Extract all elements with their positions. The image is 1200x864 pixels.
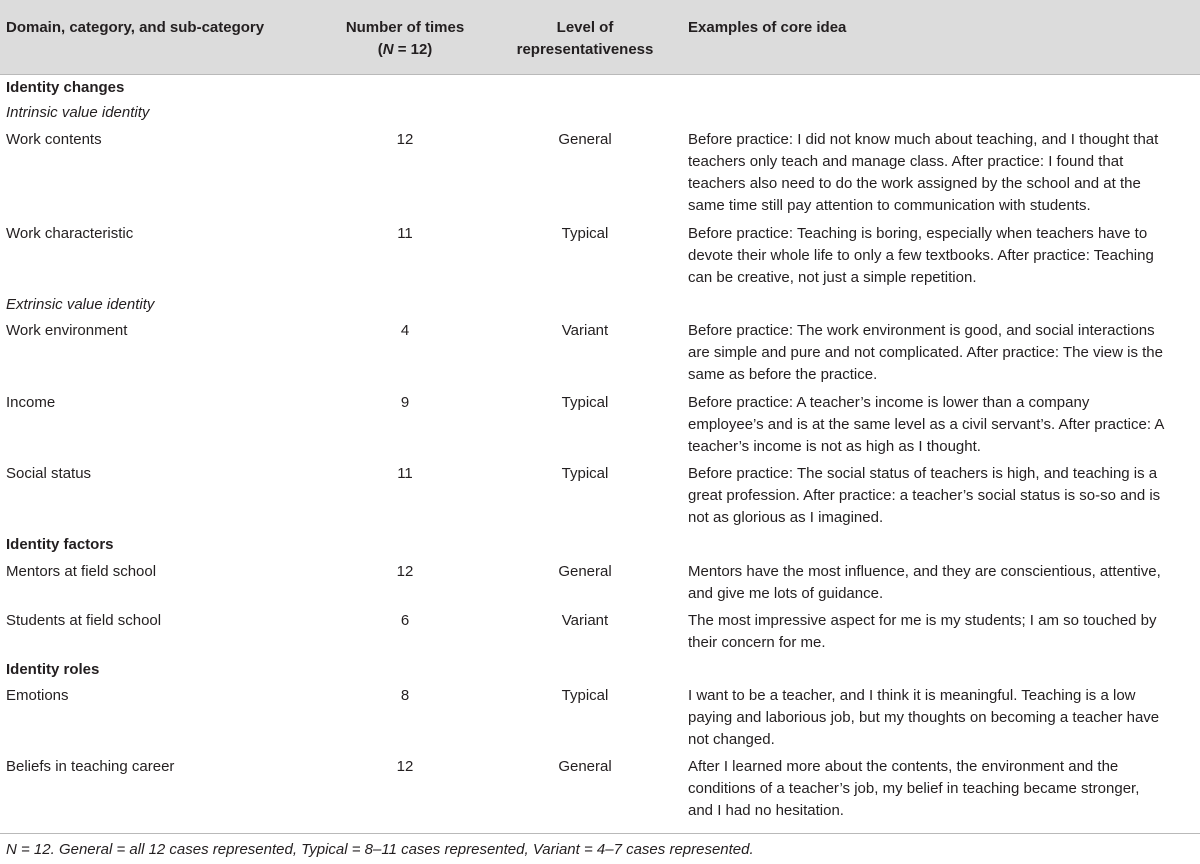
representativeness-level: Typical xyxy=(561,465,609,482)
example-line: paying and laborious job, but my thoughts on becoming a teacher have xyxy=(688,709,1160,726)
example-line: same time still pay attention to communication with students. xyxy=(688,197,1091,214)
domain-label: Identity roles xyxy=(6,661,100,678)
core-idea-example xyxy=(688,756,1194,822)
representativeness-level: Typical xyxy=(561,394,609,411)
core-idea-example xyxy=(688,392,1194,458)
core-idea-example xyxy=(688,320,1194,386)
subcategory-label: Students at field school xyxy=(6,612,162,629)
example-line: and give me lots of guidance. xyxy=(688,585,884,602)
representativeness-level: Typical xyxy=(561,687,609,704)
header-level-of-representativeness: Level of representativeness xyxy=(516,19,654,58)
example-line: their concern for me. xyxy=(688,634,826,651)
example-line: Mentors have the most influence, and they are conscientious, attentive, xyxy=(688,563,1161,580)
count-value: 12 xyxy=(396,131,414,148)
count-value: 11 xyxy=(397,465,413,482)
example-line: not changed. xyxy=(688,731,775,748)
core-idea-example xyxy=(688,685,1194,751)
count-value: 8 xyxy=(400,687,410,704)
count-value: 12 xyxy=(396,563,414,580)
example-line: Before practice: The social status of teachers is high, and teaching is a xyxy=(688,465,1158,482)
category-label: Intrinsic value identity xyxy=(6,104,150,121)
example-line: can be creative, not just a simple repetition. xyxy=(688,269,977,286)
table-bottom-rule xyxy=(0,833,1200,834)
core-idea-example xyxy=(688,610,1194,654)
example-line: teachers only teach and manage class. After practice: I found that xyxy=(688,153,1124,170)
example-line: I want to be a teacher, and I think it is meaningful. Teaching is a low xyxy=(688,687,1136,704)
subcategory-label: Beliefs in teaching career xyxy=(6,758,175,775)
example-line: same as before the practice. xyxy=(688,366,878,383)
example-line: not as glorious as I imagined. xyxy=(688,509,884,526)
header-number-of-times: Number of times (N = 12) xyxy=(345,19,465,58)
example-line: employee’s and is at the same level as a civil servant’s. After practice: A xyxy=(688,416,1165,433)
example-line: Before practice: Teaching is boring, especially when teachers have to xyxy=(688,225,1148,242)
subcategory-label: Emotions xyxy=(6,687,69,704)
example-line: Before practice: I did not know much about teaching, and I thought that xyxy=(688,131,1159,148)
representativeness-level: General xyxy=(558,131,612,148)
example-line: Before practice: A teacher’s income is lower than a company xyxy=(688,394,1090,411)
domain-label: Identity changes xyxy=(6,79,125,96)
domain-label: Identity factors xyxy=(6,536,114,553)
example-line: The most impressive aspect for me is my students; I am so touched by xyxy=(688,612,1157,629)
category-label: Extrinsic value identity xyxy=(6,296,155,313)
table-footnote: N = 12. General = all 12 cases represented, Typical = 8–11 cases represented, Variant = 4–7 cases represented. xyxy=(6,841,754,858)
representativeness-level: General xyxy=(558,758,612,775)
example-line: conditions of a teacher’s job, my belief in teaching became stronger, xyxy=(688,780,1140,797)
table-header xyxy=(0,0,1200,75)
subcategory-label: Work environment xyxy=(6,322,128,339)
example-line: teacher’s income is not as high as I thought. xyxy=(688,438,981,455)
count-value: 4 xyxy=(400,322,410,339)
subcategory-label: Income xyxy=(6,394,56,411)
example-line: great profession. After practice: a teacher’s social status is so-so and is xyxy=(688,487,1161,504)
count-value: 11 xyxy=(397,225,413,242)
core-idea-example xyxy=(688,463,1194,529)
header-examples: Examples of core idea xyxy=(688,19,847,36)
count-value: 12 xyxy=(396,758,414,775)
count-value: 9 xyxy=(400,394,410,411)
core-idea-example xyxy=(688,561,1194,605)
subcategory-label: Work contents xyxy=(6,131,102,148)
example-line: and I had no hesitation. xyxy=(688,802,844,819)
example-line: are simple and pure and not complicated. After practice: The view is the xyxy=(688,344,1163,361)
representativeness-level: General xyxy=(558,563,612,580)
subcategory-label: Work characteristic xyxy=(6,225,134,242)
count-value: 6 xyxy=(400,612,410,629)
header-domain-category: Domain, category, and sub-category xyxy=(6,19,265,36)
subcategory-label: Social status xyxy=(6,465,92,482)
example-line: devote their whole life to only a few textbooks. After practice: Teaching xyxy=(688,247,1154,264)
example-line: Before practice: The work environment is good, and social interactions xyxy=(688,322,1155,339)
example-line: teachers also need to do the work assigned by the school and at the xyxy=(688,175,1141,192)
representativeness-level: Variant xyxy=(561,612,609,629)
core-idea-example xyxy=(688,223,1194,289)
representativeness-level: Variant xyxy=(561,322,609,339)
example-line: After I learned more about the contents, the environment and the xyxy=(688,758,1119,775)
core-idea-example xyxy=(688,129,1194,217)
subcategory-label: Mentors at field school xyxy=(6,563,157,580)
representativeness-level: Typical xyxy=(561,225,609,242)
